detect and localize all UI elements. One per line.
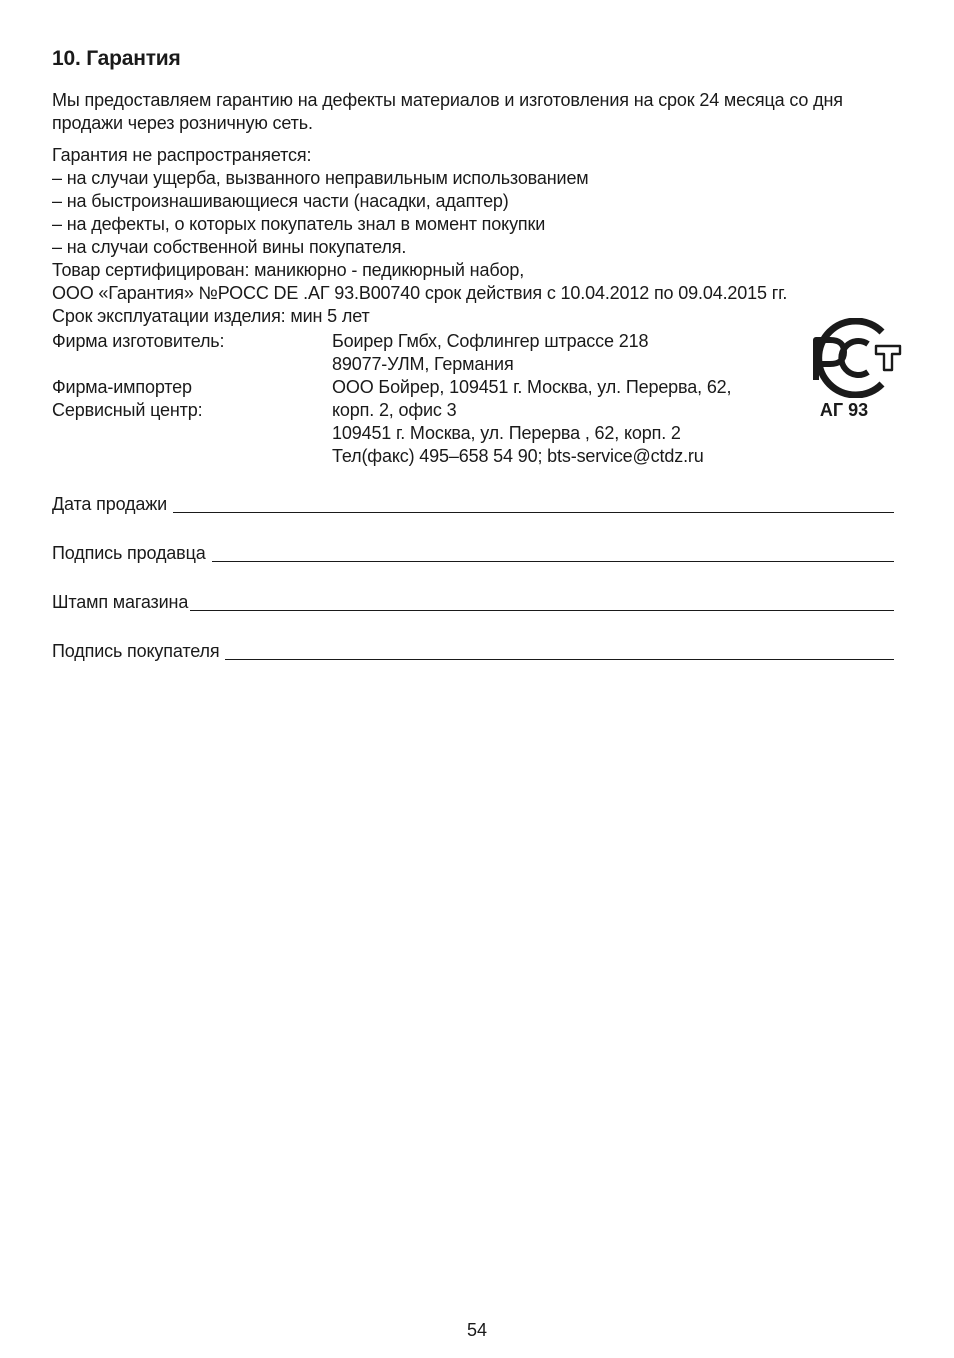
seller-signature-label: Подпись продавца [52, 543, 206, 563]
sale-date-line[interactable] [173, 511, 894, 513]
exclusion-item: – на случаи ущерба, вызванного неправильным использованием [52, 168, 589, 188]
manufacturer-city: 89077-УЛМ, Германия [332, 354, 514, 374]
manufacturer-row [52, 330, 792, 353]
sale-date-label: Дата продажи [52, 494, 168, 514]
service-row-3 [52, 445, 792, 468]
sale-date-field[interactable] [52, 493, 894, 516]
certification-line: Товар сертифицирован: маникюрно - педикюрный набор, [52, 260, 525, 280]
pct-certification-mark-icon [794, 318, 902, 398]
shop-stamp-label: Штамп магазина [52, 592, 189, 612]
manufacturer-address: Боирер Гмбх, Софлингер штрассе 218 [332, 331, 649, 351]
certification-number: ООО «Гарантия» №РОСС DE .АГ 93.В00740 срок действия с 10.04.2012 по 09.04.2015 гг. [52, 283, 788, 303]
shop-stamp-line[interactable] [190, 609, 894, 611]
exclusion-item: – на дефекты, о которых покупатель знал в момент покупки [52, 214, 546, 234]
company-details [52, 330, 792, 468]
service-life: Срок эксплуатации изделия: мин 5 лет [52, 306, 370, 326]
page-title: 10. Гарантия [52, 47, 181, 70]
manufacturer-label: Фирма изготовитель: [52, 331, 225, 351]
buyer-signature-label: Подпись покупателя [52, 641, 220, 661]
certification-code: АГ 93 [819, 400, 869, 420]
service-label: Сервисный центр: [52, 400, 203, 420]
importer-row [52, 376, 792, 399]
shop-stamp-field[interactable] [52, 591, 894, 614]
importer-address: ООО Бойрер, 109451 г. Москва, ул. Перерва, 62, [332, 377, 732, 397]
importer-label: Фирма-импортер [52, 377, 192, 397]
exclusions-title: Гарантия не распространяется: [52, 145, 312, 165]
service-row [52, 399, 792, 422]
service-row-2 [52, 422, 792, 445]
warranty-intro: Мы предоставляем гарантию на дефекты материалов и изготовления на срок 24 месяца со дня продажи через розничную сеть. [52, 90, 843, 133]
buyer-signature-line[interactable] [225, 658, 894, 660]
exclusion-item: – на быстроизнашивающиеся части (насадки, адаптер) [52, 191, 509, 211]
exclusion-item: – на случаи собственной вины покупателя. [52, 237, 407, 257]
manufacturer-row-2 [52, 353, 792, 376]
page-number: 54 [466, 1320, 488, 1340]
seller-signature-field[interactable] [52, 542, 894, 565]
service-contact: Тел(факс) 495–658 54 90; bts-service@ctdz.ru [332, 446, 704, 466]
warranty-conditions [52, 144, 912, 328]
service-address-2: 109451 г. Москва, ул. Перерва , 62, корп. 2 [332, 423, 681, 443]
buyer-signature-field[interactable] [52, 640, 894, 663]
seller-signature-line[interactable] [212, 560, 894, 562]
service-address-1: корп. 2, офис 3 [332, 400, 457, 420]
